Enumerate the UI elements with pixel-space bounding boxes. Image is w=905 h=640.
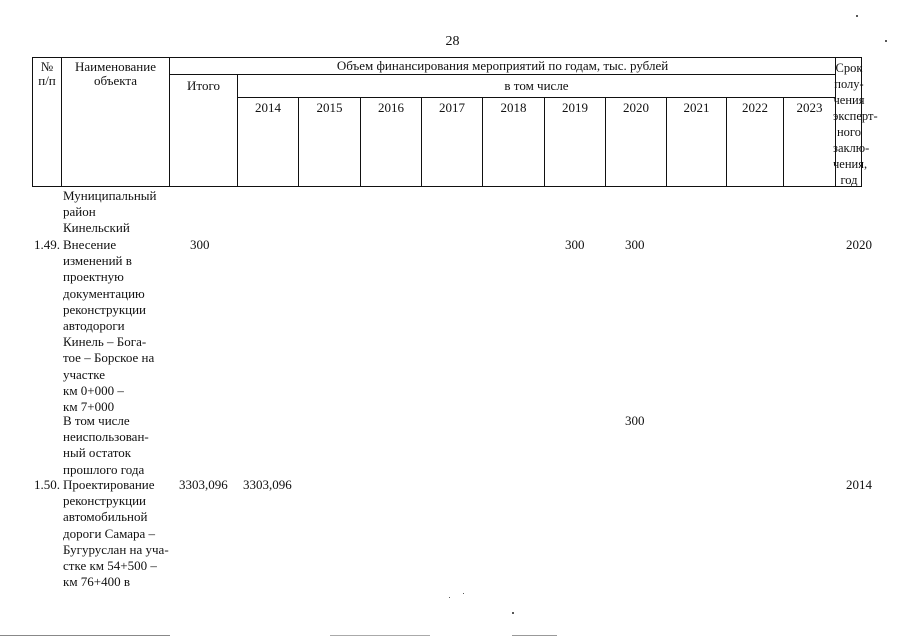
row-1-49-number: 1.49. — [34, 237, 60, 252]
district-label: Муниципальный район Кинельский — [63, 188, 157, 236]
row-1-49-name: Внесение изменений в проектную документацию реконструкции автодороги Кинель – Бога- тое – Борское на участке км 0+000 – км 7+000 — [63, 237, 155, 415]
year-header-2023: 2023 — [796, 100, 823, 115]
year-header-2015: 2015 — [316, 100, 343, 115]
scan-speck — [512, 612, 514, 614]
funding-header: Объем финансирования мероприятий по годам, тыс. рублей — [336, 58, 669, 73]
scan-speck — [449, 597, 450, 598]
col-name-header: Наименование объекта — [75, 59, 156, 88]
total-header: Итого — [187, 78, 220, 93]
subrow-unused-balance-name: В том числе неиспользован- ный остаток прошлого года — [63, 413, 149, 477]
year-header-2022: 2022 — [742, 100, 768, 115]
row-1-50-deadline: 2014 — [846, 477, 872, 492]
scan-edge-line — [512, 635, 557, 636]
subrow-unused-balance-2020: 300 — [625, 413, 645, 428]
year-header-2018: 2018 — [500, 100, 527, 115]
row-1-49-deadline: 2020 — [846, 237, 872, 252]
row-1-49-total: 300 — [190, 237, 210, 252]
scan-edge-line — [0, 635, 170, 636]
year-header-2019: 2019 — [562, 100, 588, 115]
scan-speck — [463, 593, 464, 594]
row-1-50-total: 3303,096 — [179, 477, 228, 492]
row-1-50-2014: 3303,096 — [243, 477, 292, 492]
deadline-header: Срок полу- чения эксперт- ного заклю- чения, год — [833, 61, 878, 187]
page-number: 28 — [445, 34, 460, 49]
year-header-2017: 2017 — [439, 100, 465, 115]
year-header-2016: 2016 — [378, 100, 404, 115]
year-header-2014: 2014 — [255, 100, 281, 115]
row-1-50-name: Проектирование реконструкции автомобильной дороги Самара – Бугуруслан на уча- стке км 54+500 – км 76+400 в — [63, 477, 169, 590]
scan-speck — [856, 15, 858, 17]
year-header-2020: 2020 — [623, 100, 649, 115]
col-number-header: № п/п — [38, 59, 56, 88]
year-header-2021: 2021 — [683, 100, 710, 115]
scan-speck — [885, 40, 887, 42]
including-header: в том числе — [504, 78, 569, 93]
row-1-49-2019: 300 — [565, 237, 585, 252]
row-1-50-number: 1.50. — [34, 477, 60, 492]
scan-edge-line — [330, 635, 430, 636]
row-1-49-2020: 300 — [625, 237, 645, 252]
table-header — [32, 57, 878, 187]
